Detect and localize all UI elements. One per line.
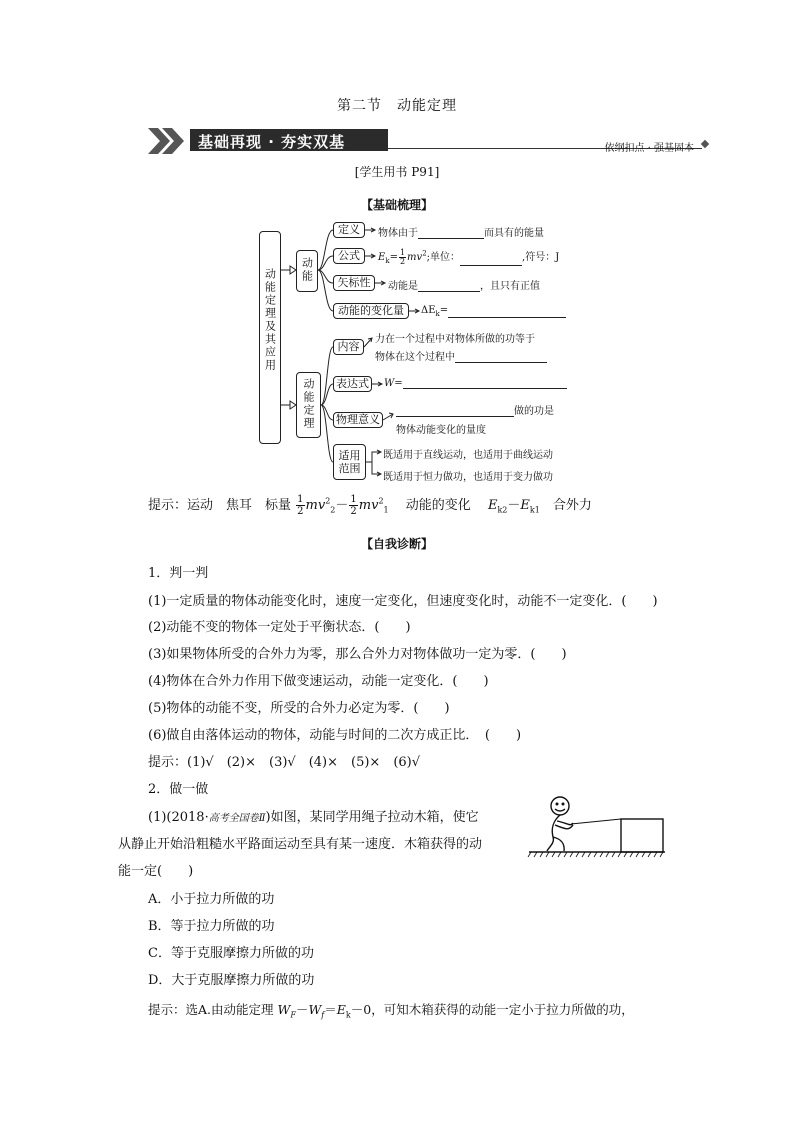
q2-hint: 提示：选A.由动能定理 $W_F-W_f=E_k-0$，可知木箱获得的动能一定小于拉力所做的功，	[148, 1002, 634, 1020]
node-formula: 公式	[333, 248, 365, 264]
q1-item-6: (6)做自由落体运动的物体，动能与时间的二次方成正比． ( )	[148, 728, 522, 743]
branch-kinetic-energy-label: 动能	[300, 257, 314, 283]
leaf-scalar-post: ，且只有正值	[480, 281, 540, 292]
leaf-formula-unit: 单位：	[430, 252, 461, 263]
leaf-energy-change: $\Delta E_k=$	[421, 305, 566, 318]
section-title: 第二节 动能定理	[337, 98, 457, 114]
branch-work-energy-theorem	[296, 372, 321, 438]
q1-item-2: (2)动能不变的物体一定处于平衡状态．( )	[148, 620, 411, 635]
q2-heading: 2．做一做	[148, 782, 209, 797]
q2-option-d: D．大于克服摩擦力所做的功	[148, 973, 315, 988]
root-label: 动能定理及其应用	[263, 268, 277, 372]
q1-hint: 提示：(1)√ (2)× (3)√ (4)× (5)× (6)√	[148, 755, 421, 770]
hint-answers-prefix: 提示：运动 焦耳 标量	[148, 498, 292, 513]
q2-option-b: B．等于拉力所做的功	[148, 919, 275, 934]
leaf-definition-pre: 物体由于	[378, 228, 418, 239]
leaf-scalar	[388, 277, 540, 292]
branch-kinetic-energy	[296, 250, 318, 292]
self-diagnosis-heading: 【自我诊断】	[360, 537, 433, 551]
q2-stem-year: (1)(2018·	[148, 810, 209, 825]
q2-option-a: A．小于拉力所做的功	[148, 892, 275, 907]
leaf-content-line2	[375, 348, 547, 363]
q2-stem-source: 高考全国卷Ⅱ	[208, 813, 266, 824]
node-physical-meaning: 物理意义	[333, 412, 383, 428]
leaf-formula-symbol: E	[378, 252, 386, 263]
leaf-scope-line1: 既适用于直线运动，也适用于曲线运动	[383, 450, 553, 461]
leaf-definition-post: 而具有的能量	[484, 228, 544, 239]
q2-hint-pre: 提示：选A.由动能定理	[148, 1002, 274, 1017]
q2-stem-rest: )如图，某同学用绳子拉动木箱，使它	[265, 810, 479, 825]
leaf-meaning-line1	[396, 402, 554, 417]
leaf-content-line1: 力在一个过程中对物体所做的功等于	[375, 334, 535, 345]
q1-item-5: (5)物体的动能不变，所受的合外力必定为零．( )	[148, 701, 450, 716]
q2-option-c: C．等于克服摩擦力所做的功	[148, 946, 314, 961]
node-content: 内容	[333, 339, 364, 355]
q2-hint-post: ，可知木箱获得的动能一定小于拉力所做的功，	[371, 1002, 634, 1017]
leaf-scalar-pre: 动能是	[388, 281, 418, 292]
q2-stem-line2: 从静止开始沿粗糙水平路面运动至具有某一速度．木箱获得的动	[118, 837, 483, 852]
leaf-expression	[384, 378, 567, 389]
node-scope	[333, 444, 366, 480]
q1-item-1: (1)一定质量的物体动能变化时，速度一定变化，但速度变化时，动能不一定变化．( )	[148, 594, 658, 609]
pulling-box-figure	[527, 793, 667, 859]
q2-stem-line3: 能一定( )	[118, 864, 194, 879]
hint-answers-end: 合外力	[552, 498, 592, 513]
leaf-meaning-post: 做的功是	[514, 406, 554, 417]
leaf-energy-change-symbol: ΔE	[421, 305, 436, 316]
leaf-formula: $E_k=$ $\frac{1}{2}$ $mv^2$;单位： ,符号：J	[378, 248, 560, 266]
node-energy-change: 动能的变化量	[333, 303, 409, 319]
node-expression: 表达式	[333, 376, 372, 392]
hint-answers: 提示：运动 焦耳 标量 $\frac{1}{2}$ $mv^2_2-$ $\frac{1}{2}$ $mv^2_1$ 动能的变化 $E_{k2}-E_{k1}$ 合外力	[148, 494, 592, 517]
concept-map	[0, 0, 794, 500]
root-node	[259, 231, 281, 444]
leaf-meaning-line2: 物体动能变化的量度	[396, 425, 486, 436]
branch-work-energy-theorem-label: 动能定理	[302, 378, 315, 430]
q1-heading: 1．判一判	[148, 566, 209, 581]
leaf-formula-sym: 符号：J	[525, 252, 560, 263]
q1-item-3: (3)如果物体所受的合外力为零，那么合外力对物体做功一定为零．( )	[148, 647, 567, 662]
leaf-expression-symbol: W=	[384, 378, 403, 389]
leaf-scope-line2: 既适用于恒力做功，也适用于变力做功	[383, 472, 553, 483]
book-reference: [学生用书 P91]	[354, 165, 440, 179]
node-scope-label: 适用范围	[338, 449, 361, 475]
q2-stem-line1	[148, 806, 479, 825]
hint-answers-middle: 动能的变化	[405, 498, 471, 513]
leaf-definition	[378, 224, 544, 239]
node-definition: 定义	[333, 222, 365, 238]
banner-right-text: 依纲扣点 · 强基固本	[604, 143, 694, 154]
leaf-content-line2-text: 物体在这个过程中	[375, 352, 455, 363]
banner-label: 基础再现 · 夯实双基	[198, 133, 346, 151]
basics-heading: 【基础梳理】	[360, 198, 433, 212]
node-scalar: 矢标性	[333, 275, 375, 291]
q1-item-4: (4)物体在合外力作用下做变速运动，动能一定变化．( )	[148, 674, 489, 689]
